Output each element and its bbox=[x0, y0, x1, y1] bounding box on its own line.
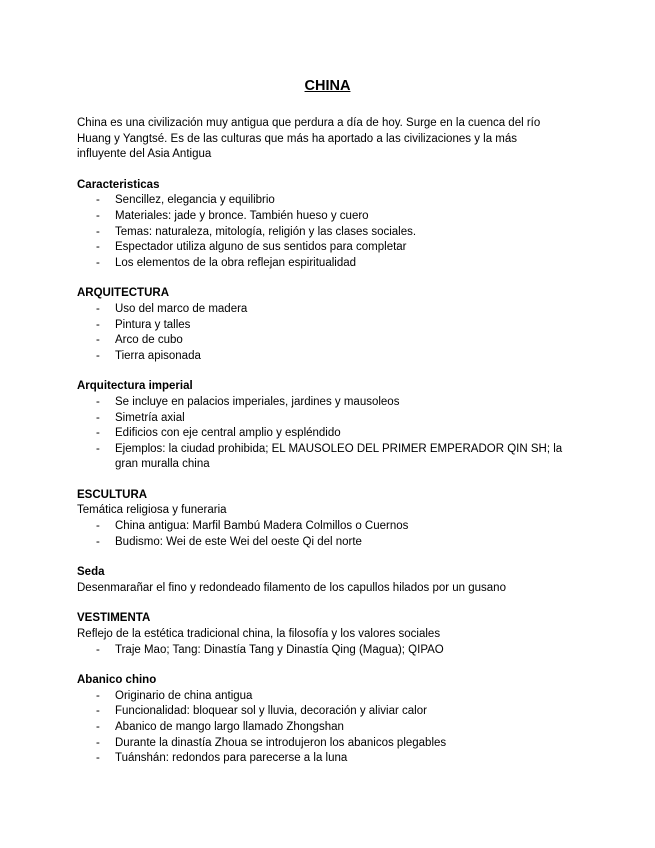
dash-bullet: - bbox=[96, 225, 100, 238]
list-item bbox=[77, 519, 587, 535]
intro-line: Huang y Yangtsé. Es de las culturas que más ha aportado a las civilizaciones y la más bbox=[77, 132, 518, 145]
list-item bbox=[77, 736, 587, 752]
dash-bullet: - bbox=[96, 427, 100, 440]
dash-bullet: - bbox=[96, 334, 100, 347]
list-item bbox=[77, 209, 587, 225]
list-item bbox=[77, 643, 587, 659]
dash-bullet: - bbox=[96, 411, 100, 424]
list-item bbox=[77, 395, 587, 411]
list-item bbox=[77, 411, 587, 427]
intro-line: China es una civilización muy antigua que perdura a día de hoy. Surge en la cuenca del río bbox=[77, 117, 541, 129]
section-heading: VESTIMENTA bbox=[77, 612, 151, 625]
section-abanico-chino bbox=[77, 673, 587, 767]
dash-bullet: - bbox=[96, 256, 100, 269]
list-item-text: Budismo: Wei de este Wei del oeste Qi del norte bbox=[115, 535, 362, 548]
list-item bbox=[77, 751, 587, 767]
section-description: Desenmarañar el fino y redondeado filamento de los capullos hilados por un gusano bbox=[77, 581, 506, 594]
section-caracteristicas bbox=[77, 178, 587, 272]
list-item bbox=[77, 318, 587, 334]
dash-bullet: - bbox=[96, 194, 100, 207]
list-item-text: Tuánshán: redondos para parecerse a la luna bbox=[115, 752, 348, 765]
list-item bbox=[77, 193, 587, 209]
list-item bbox=[77, 240, 587, 256]
intro-paragraph bbox=[77, 116, 587, 163]
list-item bbox=[77, 720, 587, 736]
dash-bullet: - bbox=[96, 442, 100, 455]
section-seda bbox=[77, 565, 587, 596]
bullet-list bbox=[77, 643, 587, 659]
section-description: Reflejo de la estética tradicional china, la filosofía y los valores sociales bbox=[77, 628, 441, 641]
list-item-text: Durante la dinastía Zhoua se introdujeron los abanicos plegables bbox=[115, 736, 447, 749]
dash-bullet: - bbox=[96, 643, 100, 656]
bullet-list bbox=[77, 302, 587, 364]
dash-bullet: - bbox=[96, 721, 100, 733]
section-heading: ARQUITECTURA bbox=[77, 287, 169, 300]
list-item bbox=[77, 442, 587, 473]
list-item bbox=[77, 704, 587, 720]
dash-bullet: - bbox=[96, 520, 100, 533]
list-item bbox=[77, 535, 587, 551]
list-item-text: Sencillez, elegancia y equilibrio bbox=[115, 194, 275, 207]
list-item-text: China antigua: Marfil Bambú Madera Colmillos o Cuernos bbox=[115, 520, 409, 533]
list-item-text: Se incluye en palacios imperiales, jardines y mausoleos bbox=[115, 395, 400, 408]
list-item bbox=[77, 256, 587, 272]
list-item-text: Los elementos de la obra reflejan espiritualidad bbox=[115, 256, 357, 269]
list-item-text: Simetría axial bbox=[115, 411, 185, 424]
bullet-list bbox=[77, 395, 587, 473]
list-item bbox=[77, 333, 587, 349]
dash-bullet: - bbox=[96, 241, 100, 254]
dash-bullet: - bbox=[96, 689, 100, 702]
list-item-text: Materiales: jade y bronce. También hueso y cuero bbox=[115, 209, 369, 222]
list-item-text: Abanico de mango largo llamado Zhongshan bbox=[115, 721, 344, 733]
list-item bbox=[77, 302, 587, 318]
section-heading: ESCULTURA bbox=[77, 488, 148, 501]
list-item-text: Tierra apisonada bbox=[115, 349, 201, 362]
section-description: Temática religiosa y funeraria bbox=[77, 504, 227, 517]
section-heading: Seda bbox=[77, 566, 105, 579]
list-item-text: Funcionalidad: bloquear sol y lluvia, decoración y aliviar calor bbox=[115, 705, 427, 718]
bullet-list bbox=[77, 689, 587, 767]
dash-bullet: - bbox=[96, 395, 100, 408]
list-item-text: Arco de cubo bbox=[115, 334, 183, 347]
section-heading: Caracteristicas bbox=[77, 178, 160, 191]
list-item bbox=[77, 225, 587, 241]
page-title: CHINA bbox=[304, 78, 351, 94]
list-item-text: Temas: naturaleza, mitología, religión y las clases sociales. bbox=[115, 225, 417, 238]
section-vestimenta bbox=[77, 611, 587, 658]
section-heading: Abanico chino bbox=[77, 674, 157, 687]
list-item-text: Traje Mao; Tang: Dinastía Tang y Dinastía Qing (Magua); QIPAO bbox=[115, 643, 444, 656]
section-escultura bbox=[77, 488, 587, 550]
dash-bullet: - bbox=[96, 535, 100, 548]
list-item-text: Uso del marco de madera bbox=[115, 302, 248, 315]
section-heading: Arquitectura imperial bbox=[77, 380, 193, 393]
list-item-text: Ejemplos: la ciudad prohibida; EL MAUSOLEO DEL PRIMER EMPERADOR QIN SH; la gran muralla china bbox=[115, 442, 563, 471]
dash-bullet: - bbox=[96, 302, 100, 315]
dash-bullet: - bbox=[96, 209, 100, 222]
list-item-text: Originario de china antigua bbox=[115, 689, 253, 702]
list-item bbox=[77, 426, 587, 442]
dash-bullet: - bbox=[96, 752, 100, 765]
list-item-text: Edificios con eje central amplio y espléndido bbox=[115, 427, 341, 440]
list-item bbox=[77, 349, 587, 365]
list-item bbox=[77, 689, 587, 705]
list-item-text: Pintura y talles bbox=[115, 318, 191, 331]
document-body bbox=[77, 116, 587, 767]
bullet-list bbox=[77, 193, 587, 271]
dash-bullet: - bbox=[96, 705, 100, 718]
dash-bullet: - bbox=[96, 736, 100, 749]
section-arquitectura-imperial bbox=[77, 379, 587, 473]
bullet-list bbox=[77, 519, 587, 550]
intro-line: influyente del Asia Antigua bbox=[77, 148, 212, 161]
dash-bullet: - bbox=[96, 318, 100, 331]
dash-bullet: - bbox=[96, 349, 100, 362]
list-item-text: Espectador utiliza alguno de sus sentidos para completar bbox=[115, 241, 407, 254]
section-arquitectura bbox=[77, 286, 587, 364]
